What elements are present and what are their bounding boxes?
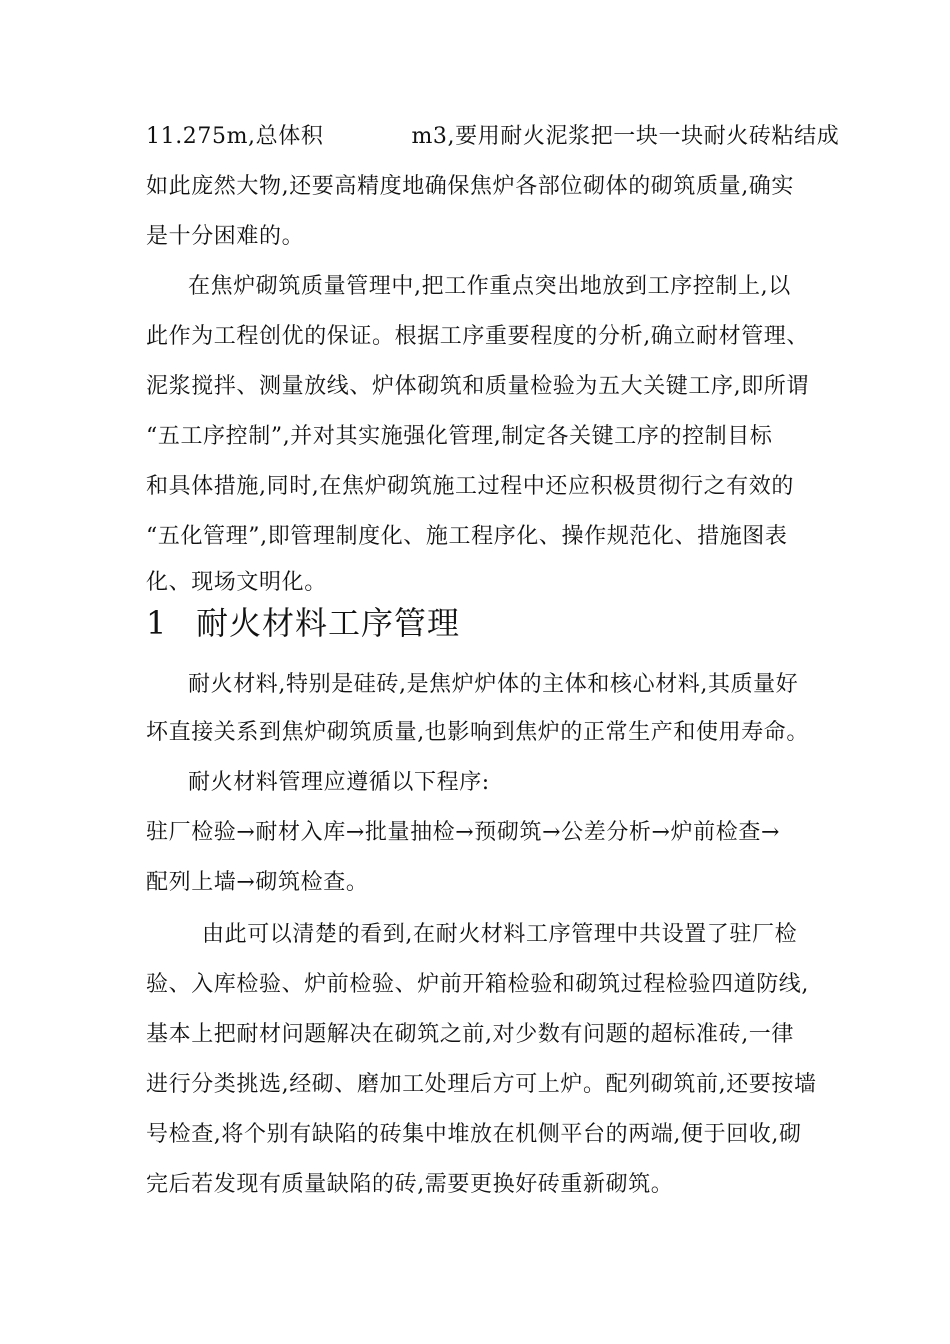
paragraph-line: 泥浆搅拌、测量放线、炉体砌筑和质量检验为五大关键工序,即所谓 — [146, 374, 809, 399]
paragraph-line: 基本上把耐材问题解决在砌筑之前,对少数有问题的超标准砖,一律 — [146, 1022, 794, 1047]
paragraph-line: 如此庞然大物,还要高精度地确保焦炉各部位砌体的砌筑质量,确实 — [146, 174, 794, 199]
paragraph-line: 完后若发现有质量缺陷的砖,需要更换好砖重新砌筑。 — [146, 1172, 674, 1197]
procedure-line: 配列上墙→砌筑检查。 — [146, 870, 369, 895]
section-number: 1 — [146, 604, 168, 642]
paragraph-line: 由此可以清楚的看到,在耐火材料工序管理中共设置了驻厂检 — [202, 922, 798, 947]
paragraph-line: 坏直接关系到焦炉砌筑质量,也影响到焦炉的正常生产和使用寿命。 — [146, 720, 809, 745]
paragraph-line: 化、现场文明化。 — [146, 570, 327, 595]
paragraph-line: 耐火材料,特别是硅砖,是焦炉炉体的主体和核心材料,其质量好 — [188, 672, 799, 697]
text-segment: m3,要用耐火泥浆把一块一块耐火砖粘结成 — [411, 124, 840, 149]
paragraph-line: 此作为工程创优的保证。根据工序重要程度的分析,确立耐材管理、 — [146, 324, 809, 349]
paragraph-line: 是十分困难的。 — [146, 224, 305, 249]
paragraph-line: 验、入库检验、炉前检验、炉前开箱检验和砌筑过程检验四道防线, — [146, 972, 809, 997]
paragraph-line: “五工序控制”,并对其实施强化管理,制定各关键工序的控制目标 — [146, 424, 773, 449]
section-heading — [146, 602, 460, 644]
text-segment: 11.275m,总体积 — [146, 124, 324, 149]
paragraph-line: 耐火材料管理应遵循以下程序: — [188, 770, 490, 795]
paragraph-line: 在焦炉砌筑质量管理中,把工作重点突出地放到工序控制上,以 — [188, 274, 791, 299]
paragraph-line: “五化管理”,即管理制度化、施工程序化、操作规范化、措施图表 — [146, 524, 788, 549]
paragraph-line: 和具体措施,同时,在焦炉砌筑施工过程中还应积极贯彻行之有效的 — [146, 474, 794, 499]
paragraph-line — [146, 122, 840, 152]
paragraph-line: 进行分类挑选,经砌、磨加工处理后方可上炉。配列砌筑前,还要按墙 — [146, 1072, 817, 1097]
paragraph-line: 号检查,将个别有缺陷的砖集中堆放在机侧平台的两端,便于回收,砌 — [146, 1122, 802, 1147]
procedure-line: 驻厂检验→耐材入库→批量抽检→预砌筑→公差分析→炉前检查→ — [146, 820, 781, 845]
section-title: 耐火材料工序管理 — [196, 604, 461, 642]
